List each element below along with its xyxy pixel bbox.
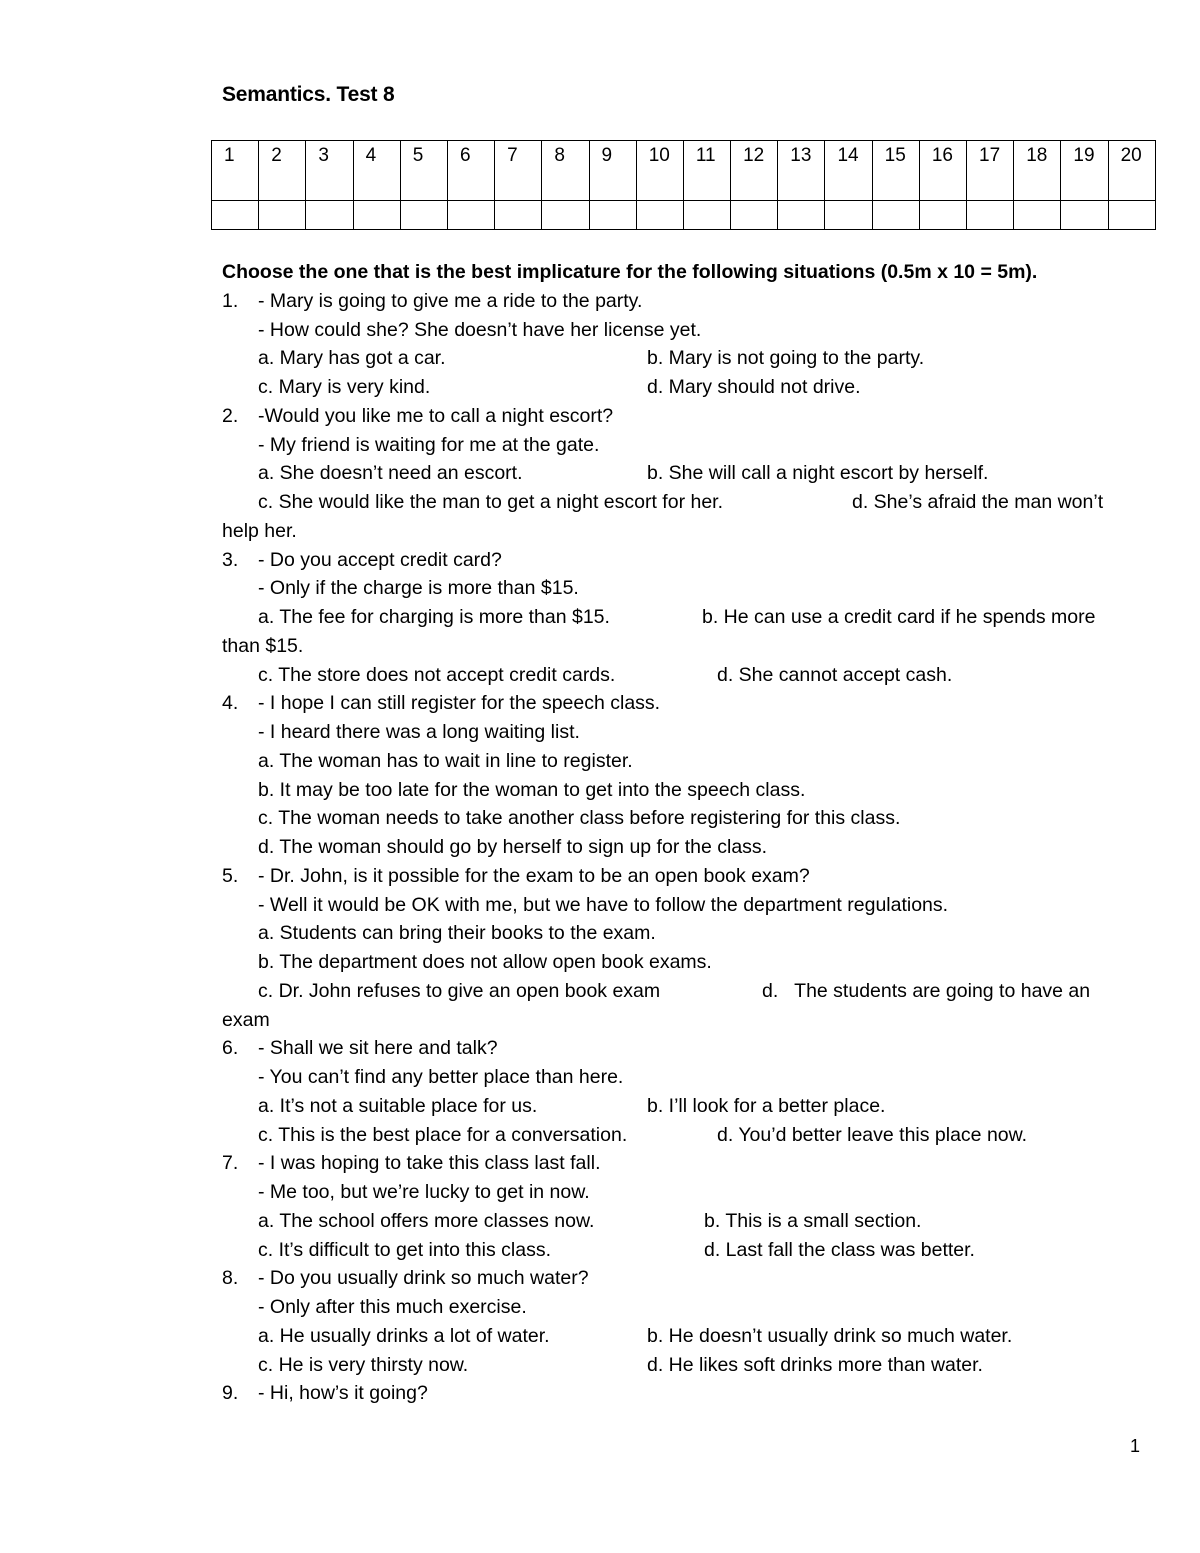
answer-grid-number-cell: 13: [778, 141, 825, 201]
answer-grid-number-cell: 9: [589, 141, 636, 201]
option-a: a. The fee for charging is more than $15.: [258, 606, 610, 628]
answer-grid-number-cell: 20: [1108, 141, 1155, 201]
option-c: c. The store does not accept credit cards.: [258, 663, 616, 686]
question-line: - You can’t find any better place than here.: [258, 1066, 624, 1088]
option-a: a. He usually drinks a lot of water.: [258, 1324, 550, 1347]
option-c: c. This is the best place for a conversation.: [258, 1123, 628, 1146]
answer-grid-answer-cell[interactable]: [1061, 201, 1108, 230]
answer-grid: [211, 140, 1156, 230]
option-b: b. This is a small section.: [704, 1209, 922, 1232]
answer-grid-number-cell: 18: [1014, 141, 1061, 201]
answer-grid-answer-cell[interactable]: [259, 201, 306, 230]
option-row: [222, 1322, 1142, 1351]
option-c: c. Mary is very kind.: [258, 376, 431, 398]
answer-grid-answer-cell[interactable]: [636, 201, 683, 230]
answer-grid-answer-cell[interactable]: [495, 201, 542, 230]
question-line: - Well it would be OK with me, but we have to follow the department regulations.: [258, 893, 949, 916]
answer-grid-number-cell: 15: [872, 141, 919, 201]
question-9: 9. - Hi, how’s it going?: [222, 1382, 428, 1405]
option-row: [222, 603, 1142, 632]
answer-grid-number-cell: 2: [259, 141, 306, 201]
option-row: [222, 1236, 1142, 1265]
answer-grid-answer-cell[interactable]: [731, 201, 778, 230]
question-2: 2. -Would you like me to call a night escort?: [222, 404, 614, 427]
option-row: [222, 373, 1142, 402]
answer-grid-number-cell: 16: [919, 141, 966, 201]
option-d: d. Mary should not drive.: [647, 376, 861, 398]
answer-grid-number-cell: 10: [636, 141, 683, 201]
option-d: d. He likes soft drinks more than water.: [647, 1353, 983, 1376]
option-a: a. It’s not a suitable place for us.: [258, 1094, 538, 1117]
question-line: - How could she? She doesn’t have her license yet.: [258, 318, 702, 341]
page-title: Semantics. Test 8: [222, 83, 395, 106]
answer-grid-answer-cell[interactable]: [967, 201, 1014, 230]
answer-grid-answer-cell[interactable]: [589, 201, 636, 230]
answer-grid-answer-cell[interactable]: [1108, 201, 1155, 230]
answer-grid-number-cell: 14: [825, 141, 872, 201]
option-d: d. Last fall the class was better.: [704, 1238, 975, 1261]
answer-grid-answer-cell[interactable]: [353, 201, 400, 230]
option-b: b. I’ll look for a better place.: [647, 1094, 886, 1117]
questions-section: [222, 258, 1142, 1408]
option-a: a. The woman has to wait in line to register.: [258, 749, 633, 772]
option-a: a. The school offers more classes now.: [258, 1209, 595, 1232]
question-8: 8. - Do you usually drink so much water?: [222, 1267, 589, 1290]
answer-grid-number-cell: 6: [447, 141, 494, 201]
option-continuation: than $15.: [222, 634, 304, 657]
question-line: - Only if the charge is more than $15.: [258, 577, 579, 600]
answer-grid-number-cell: 4: [353, 141, 400, 201]
option-a: a. Students can bring their books to the exam.: [258, 922, 656, 945]
option-row: [222, 977, 1142, 1006]
page-number: 1: [1130, 1436, 1141, 1456]
option-c: c. She would like the man to get a night escort for her.: [258, 491, 724, 513]
question-line: - Only after this much exercise.: [258, 1296, 527, 1318]
answer-grid-answer-cell[interactable]: [212, 201, 259, 230]
answer-grid-answer-cell[interactable]: [1014, 201, 1061, 230]
question-1: 1. - Mary is going to give me a ride to the party.: [222, 289, 643, 312]
question-6: 6. - Shall we sit here and talk?: [222, 1037, 498, 1060]
question-line: - I heard there was a long waiting list.: [258, 721, 580, 743]
answer-grid-answer-cell[interactable]: [542, 201, 589, 230]
option-b: b. It may be too late for the woman to get into the speech class.: [258, 778, 806, 801]
option-d: d. She’s afraid the man won’t: [852, 491, 1104, 513]
question-3: 3. - Do you accept credit card?: [222, 548, 502, 571]
answer-grid-answer-cell[interactable]: [872, 201, 919, 230]
option-continuation: help her.: [222, 519, 297, 542]
answer-grid-number-cell: 7: [495, 141, 542, 201]
answer-grid-number-cell: 17: [967, 141, 1014, 201]
answer-grid-number-cell: 3: [306, 141, 353, 201]
option-row: [222, 344, 1142, 373]
answer-grid-answer-cell[interactable]: [447, 201, 494, 230]
answer-grid-number-row: [212, 141, 1156, 201]
option-row: [222, 1092, 1142, 1121]
question-5: 5. - Dr. John, is it possible for the exam to be an open book exam?: [222, 864, 810, 887]
answer-grid-number-cell: 1: [212, 141, 259, 201]
answer-grid-answer-cell[interactable]: [825, 201, 872, 230]
answer-grid-answer-cell[interactable]: [778, 201, 825, 230]
option-row: [222, 459, 1142, 488]
option-a: a. She doesn’t need an escort.: [258, 462, 523, 485]
answer-grid-number-cell: 5: [400, 141, 447, 201]
answer-grid-answer-cell[interactable]: [683, 201, 730, 230]
question-line: - Me too, but we’re lucky to get in now.: [258, 1181, 590, 1203]
option-d: d. She cannot accept cash.: [717, 663, 953, 686]
question-4: 4. - I hope I can still register for the speech class.: [222, 692, 661, 715]
answer-grid-answer-cell[interactable]: [919, 201, 966, 230]
option-c: c. It’s difficult to get into this class.: [258, 1238, 551, 1261]
answer-grid-blank-row: [212, 201, 1156, 230]
question-line: - My friend is waiting for me at the gate.: [258, 433, 600, 456]
option-c: c. The woman needs to take another class before registering for this class.: [258, 807, 901, 830]
option-row: [222, 661, 1142, 690]
option-continuation: exam: [222, 1008, 270, 1031]
answer-grid-number-cell: 12: [731, 141, 778, 201]
option-b: b. He can use a credit card if he spends more: [702, 606, 1096, 628]
answer-grid-answer-cell[interactable]: [306, 201, 353, 230]
option-d: d. The students are going to have an: [762, 979, 1091, 1002]
instruction: Choose the one that is the best implicature for the following situations (0.5m x 10 = 5m).: [222, 261, 1038, 283]
answer-grid-answer-cell[interactable]: [400, 201, 447, 230]
option-d: d. You’d better leave this place now.: [717, 1123, 1028, 1146]
option-b: b. He doesn’t usually drink so much water.: [647, 1324, 1013, 1347]
answer-grid-number-cell: 8: [542, 141, 589, 201]
option-d: d. The woman should go by herself to sign up for the class.: [258, 836, 768, 858]
option-row: [222, 1121, 1142, 1150]
question-7: 7. - I was hoping to take this class last fall.: [222, 1152, 601, 1175]
option-row: [222, 488, 1142, 517]
option-a: a. Mary has got a car.: [258, 347, 446, 370]
option-c: c. He is very thirsty now.: [258, 1353, 469, 1376]
option-row: [222, 1351, 1142, 1380]
option-b: b. The department does not allow open book exams.: [258, 951, 712, 973]
option-b: b. Mary is not going to the party.: [647, 347, 925, 370]
answer-grid-number-cell: 11: [683, 141, 730, 201]
answer-grid-number-cell: 19: [1061, 141, 1108, 201]
option-b: b. She will call a night escort by herself.: [647, 462, 989, 485]
option-row: [222, 1207, 1142, 1236]
option-c: c. Dr. John refuses to give an open book exam: [258, 979, 661, 1002]
